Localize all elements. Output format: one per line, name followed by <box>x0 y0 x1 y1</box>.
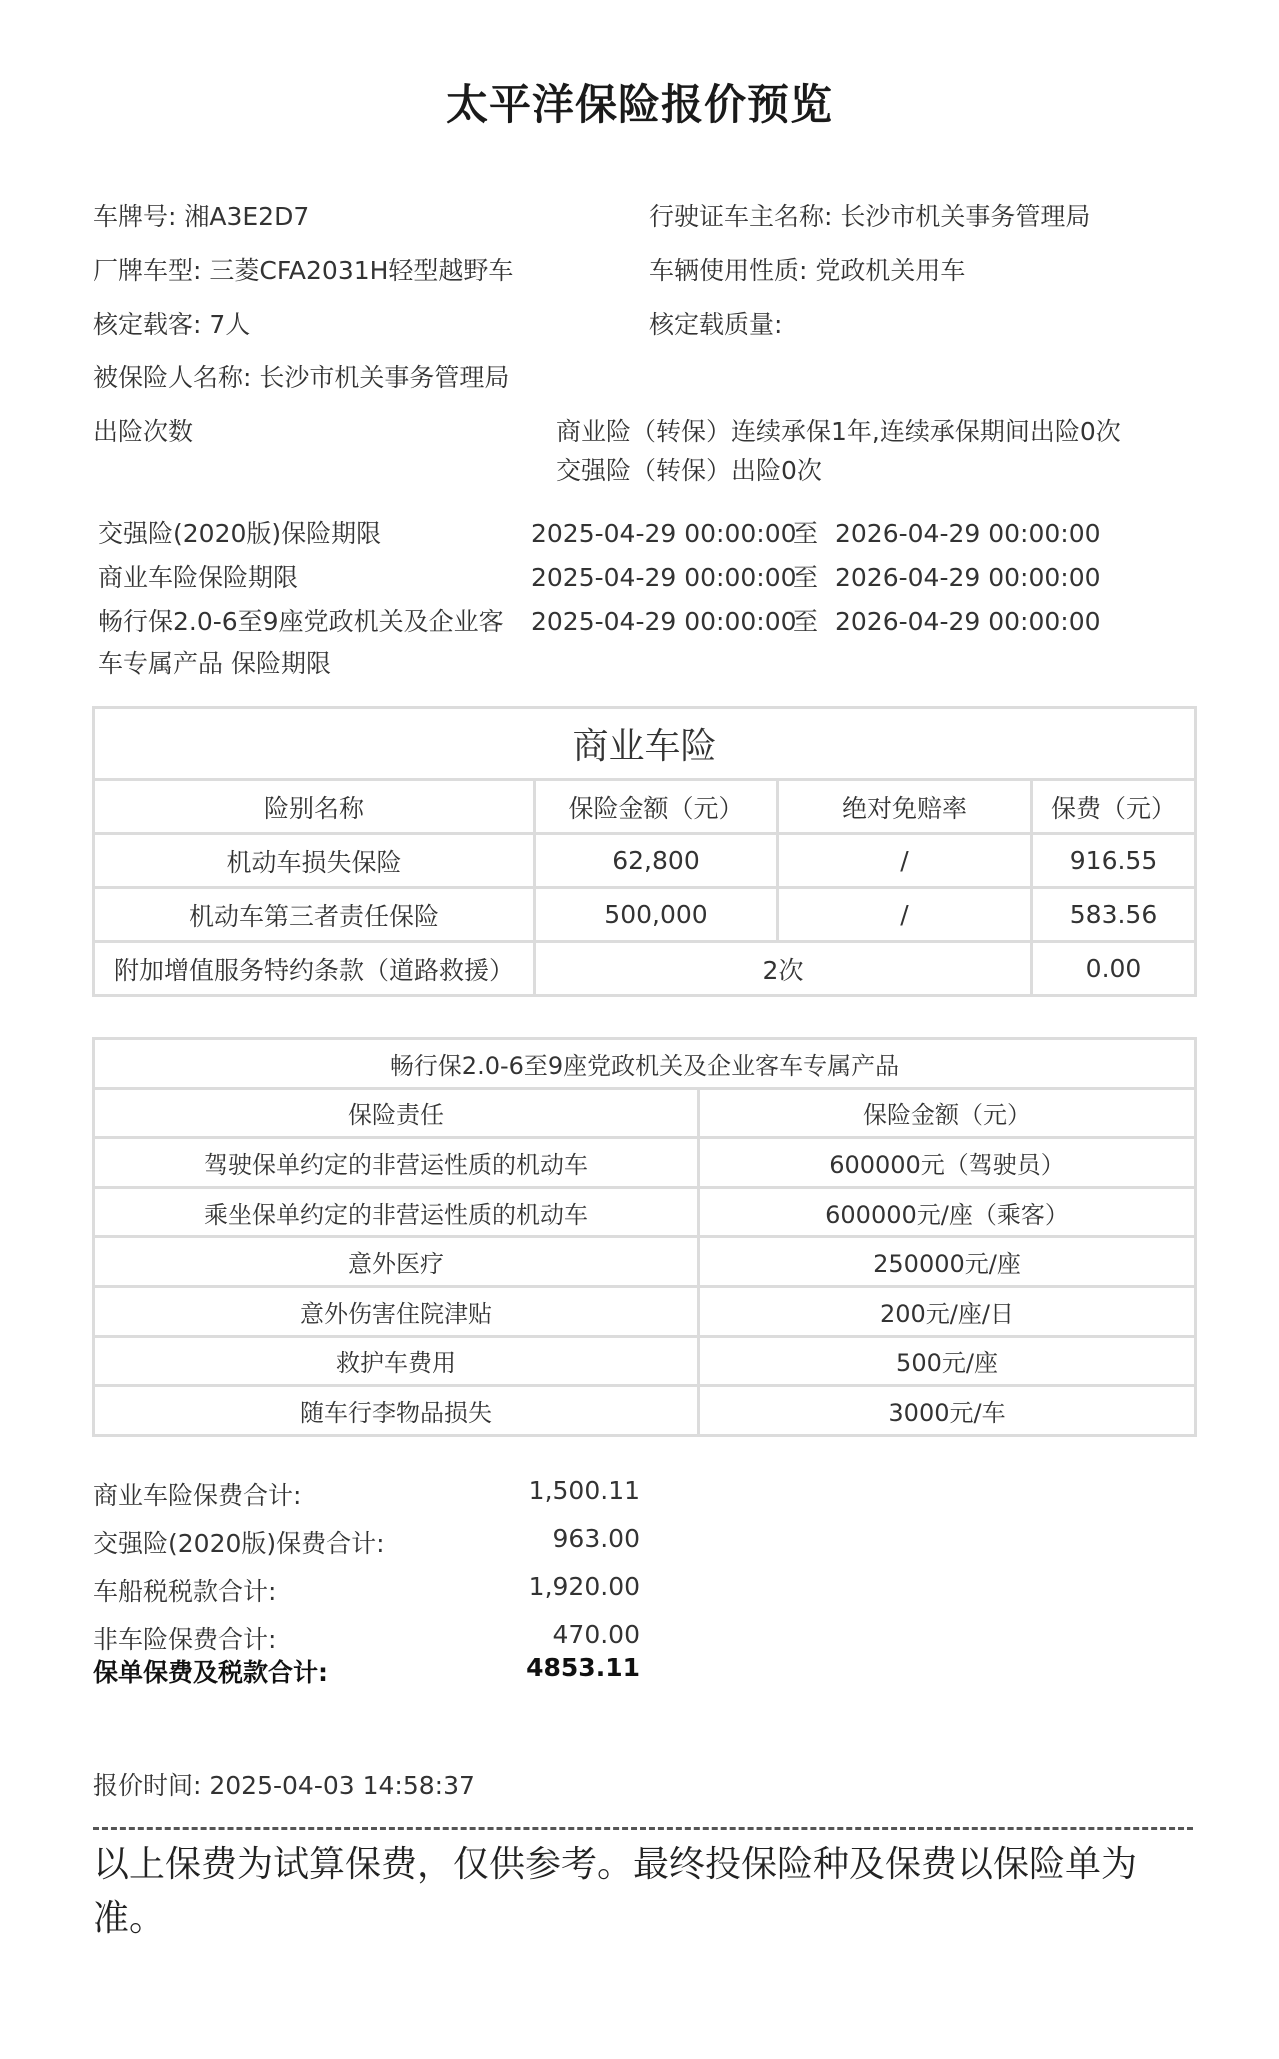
claims-commercial: 商业险（转保）连续承保1年,连续承保期间出险0次 <box>556 417 1121 446</box>
table-row <box>94 1286 1196 1336</box>
total-value-non-vehicle: 470.00 <box>552 1620 640 1649</box>
total-value-compulsory: 963.00 <box>552 1524 640 1553</box>
period-separator: 至 <box>793 519 819 548</box>
table-row <box>94 1336 1196 1386</box>
vehicle-usage: 车辆使用性质: 党政机关用车 <box>649 256 966 285</box>
column-header: 绝对免赔率 <box>778 780 1032 834</box>
table-row <box>94 834 1196 888</box>
period-end: 2026-04-29 00:00:00 <box>835 519 1101 548</box>
page-title: 太平洋保险报价预览 <box>445 80 833 129</box>
table-title-row <box>94 708 1196 780</box>
period-start: 2025-04-29 00:00:00 <box>531 607 797 636</box>
table-header-row <box>94 780 1196 834</box>
liability-item: 救护车费用 <box>94 1336 699 1386</box>
total-label-commercial: 商业车险保费合计: <box>93 1481 302 1510</box>
disclaimer-notice: 以上保费为试算保费，仅供参考。最终投保险种及保费以保险单为准。 <box>93 1844 1138 1939</box>
license-owner: 行驶证车主名称: 长沙市机关事务管理局 <box>649 202 1091 231</box>
liability-amount: 3000元/车 <box>699 1386 1196 1436</box>
period-label: 畅行保2.0-6至9座党政机关及企业客车专属产品 保险期限 <box>98 607 504 678</box>
grand-total-label: 保单保费及税款合计: <box>93 1658 328 1687</box>
table-header-row <box>94 1088 1196 1138</box>
coverage-premium: 583.56 <box>1032 888 1196 942</box>
period-end: 2026-04-29 00:00:00 <box>835 563 1101 592</box>
period-row-commercial <box>0 557 1279 599</box>
period-label: 交强险(2020版)保险期限 <box>98 519 382 548</box>
product-coverage-table <box>92 1037 1197 1437</box>
insured-name: 被保险人名称: 长沙市机关事务管理局 <box>93 363 510 392</box>
claims-compulsory: 交强险（转保）出险0次 <box>556 456 822 485</box>
column-header: 保险金额（元） <box>535 780 778 834</box>
coverage-amount: 500,000 <box>535 888 778 942</box>
liability-item: 乘坐保单约定的非营运性质的机动车 <box>94 1187 699 1237</box>
period-end: 2026-04-29 00:00:00 <box>835 607 1101 636</box>
period-start: 2025-04-29 00:00:00 <box>531 563 797 592</box>
quote-time: 报价时间: 2025-04-03 14:58:37 <box>93 1771 475 1800</box>
table-row <box>94 888 1196 942</box>
coverage-name: 机动车第三者责任保险 <box>94 888 535 942</box>
liability-amount: 600000元/座（乘客） <box>699 1187 1196 1237</box>
table-title: 畅行保2.0-6至9座党政机关及企业客车专属产品 <box>94 1039 1196 1089</box>
column-header: 险别名称 <box>94 780 535 834</box>
period-start: 2025-04-29 00:00:00 <box>531 519 797 548</box>
table-title-row <box>94 1039 1196 1089</box>
column-header: 保险责任 <box>94 1088 699 1138</box>
grand-total-value: 4853.11 <box>526 1653 640 1682</box>
period-separator: 至 <box>793 563 819 592</box>
claims-label: 出险次数 <box>93 417 194 446</box>
total-label-vessel-tax: 车船税税款合计: <box>93 1577 277 1606</box>
liability-item: 随车行李物品损失 <box>94 1386 699 1436</box>
coverage-deductible: / <box>778 834 1032 888</box>
coverage-deductible: / <box>778 888 1032 942</box>
coverage-name: 机动车损失保险 <box>94 834 535 888</box>
table-row <box>94 1386 1196 1436</box>
liability-amount: 200元/座/日 <box>699 1286 1196 1336</box>
column-header: 保险金额（元） <box>699 1088 1196 1138</box>
column-header: 保费（元） <box>1032 780 1196 834</box>
period-row-compulsory <box>0 513 1279 555</box>
period-row-product <box>0 601 1279 685</box>
liability-item: 意外伤害住院津贴 <box>94 1286 699 1336</box>
seat-capacity: 核定载客: 7人 <box>93 310 251 339</box>
plate-number: 车牌号: 湘A3E2D7 <box>93 202 310 231</box>
total-value-vessel-tax: 1,920.00 <box>528 1572 640 1601</box>
load-capacity: 核定载质量: <box>649 310 783 339</box>
liability-amount: 600000元（驾驶员） <box>699 1138 1196 1188</box>
table-title: 商业车险 <box>94 708 1196 780</box>
dashed-divider <box>93 1827 1193 1830</box>
total-value-commercial: 1,500.11 <box>528 1476 640 1505</box>
table-row <box>94 942 1196 996</box>
table-row <box>94 1138 1196 1188</box>
total-label-compulsory: 交强险(2020版)保费合计: <box>93 1529 385 1558</box>
coverage-premium: 0.00 <box>1032 942 1196 996</box>
coverage-amount: 2次 <box>535 942 1032 996</box>
period-separator: 至 <box>793 607 819 636</box>
total-label-non-vehicle: 非车险保费合计: <box>93 1625 277 1654</box>
liability-amount: 250000元/座 <box>699 1237 1196 1287</box>
period-label: 商业车险保险期限 <box>98 563 299 592</box>
liability-item: 驾驶保单约定的非营运性质的机动车 <box>94 1138 699 1188</box>
liability-item: 意外医疗 <box>94 1237 699 1287</box>
vehicle-model: 厂牌车型: 三菱CFA2031H轻型越野车 <box>93 256 514 285</box>
table-row <box>94 1237 1196 1287</box>
commercial-insurance-table <box>92 706 1197 997</box>
coverage-amount: 62,800 <box>535 834 778 888</box>
liability-amount: 500元/座 <box>699 1336 1196 1386</box>
coverage-name: 附加增值服务特约条款（道路救援） <box>94 942 535 996</box>
table-row <box>94 1187 1196 1237</box>
coverage-premium: 916.55 <box>1032 834 1196 888</box>
